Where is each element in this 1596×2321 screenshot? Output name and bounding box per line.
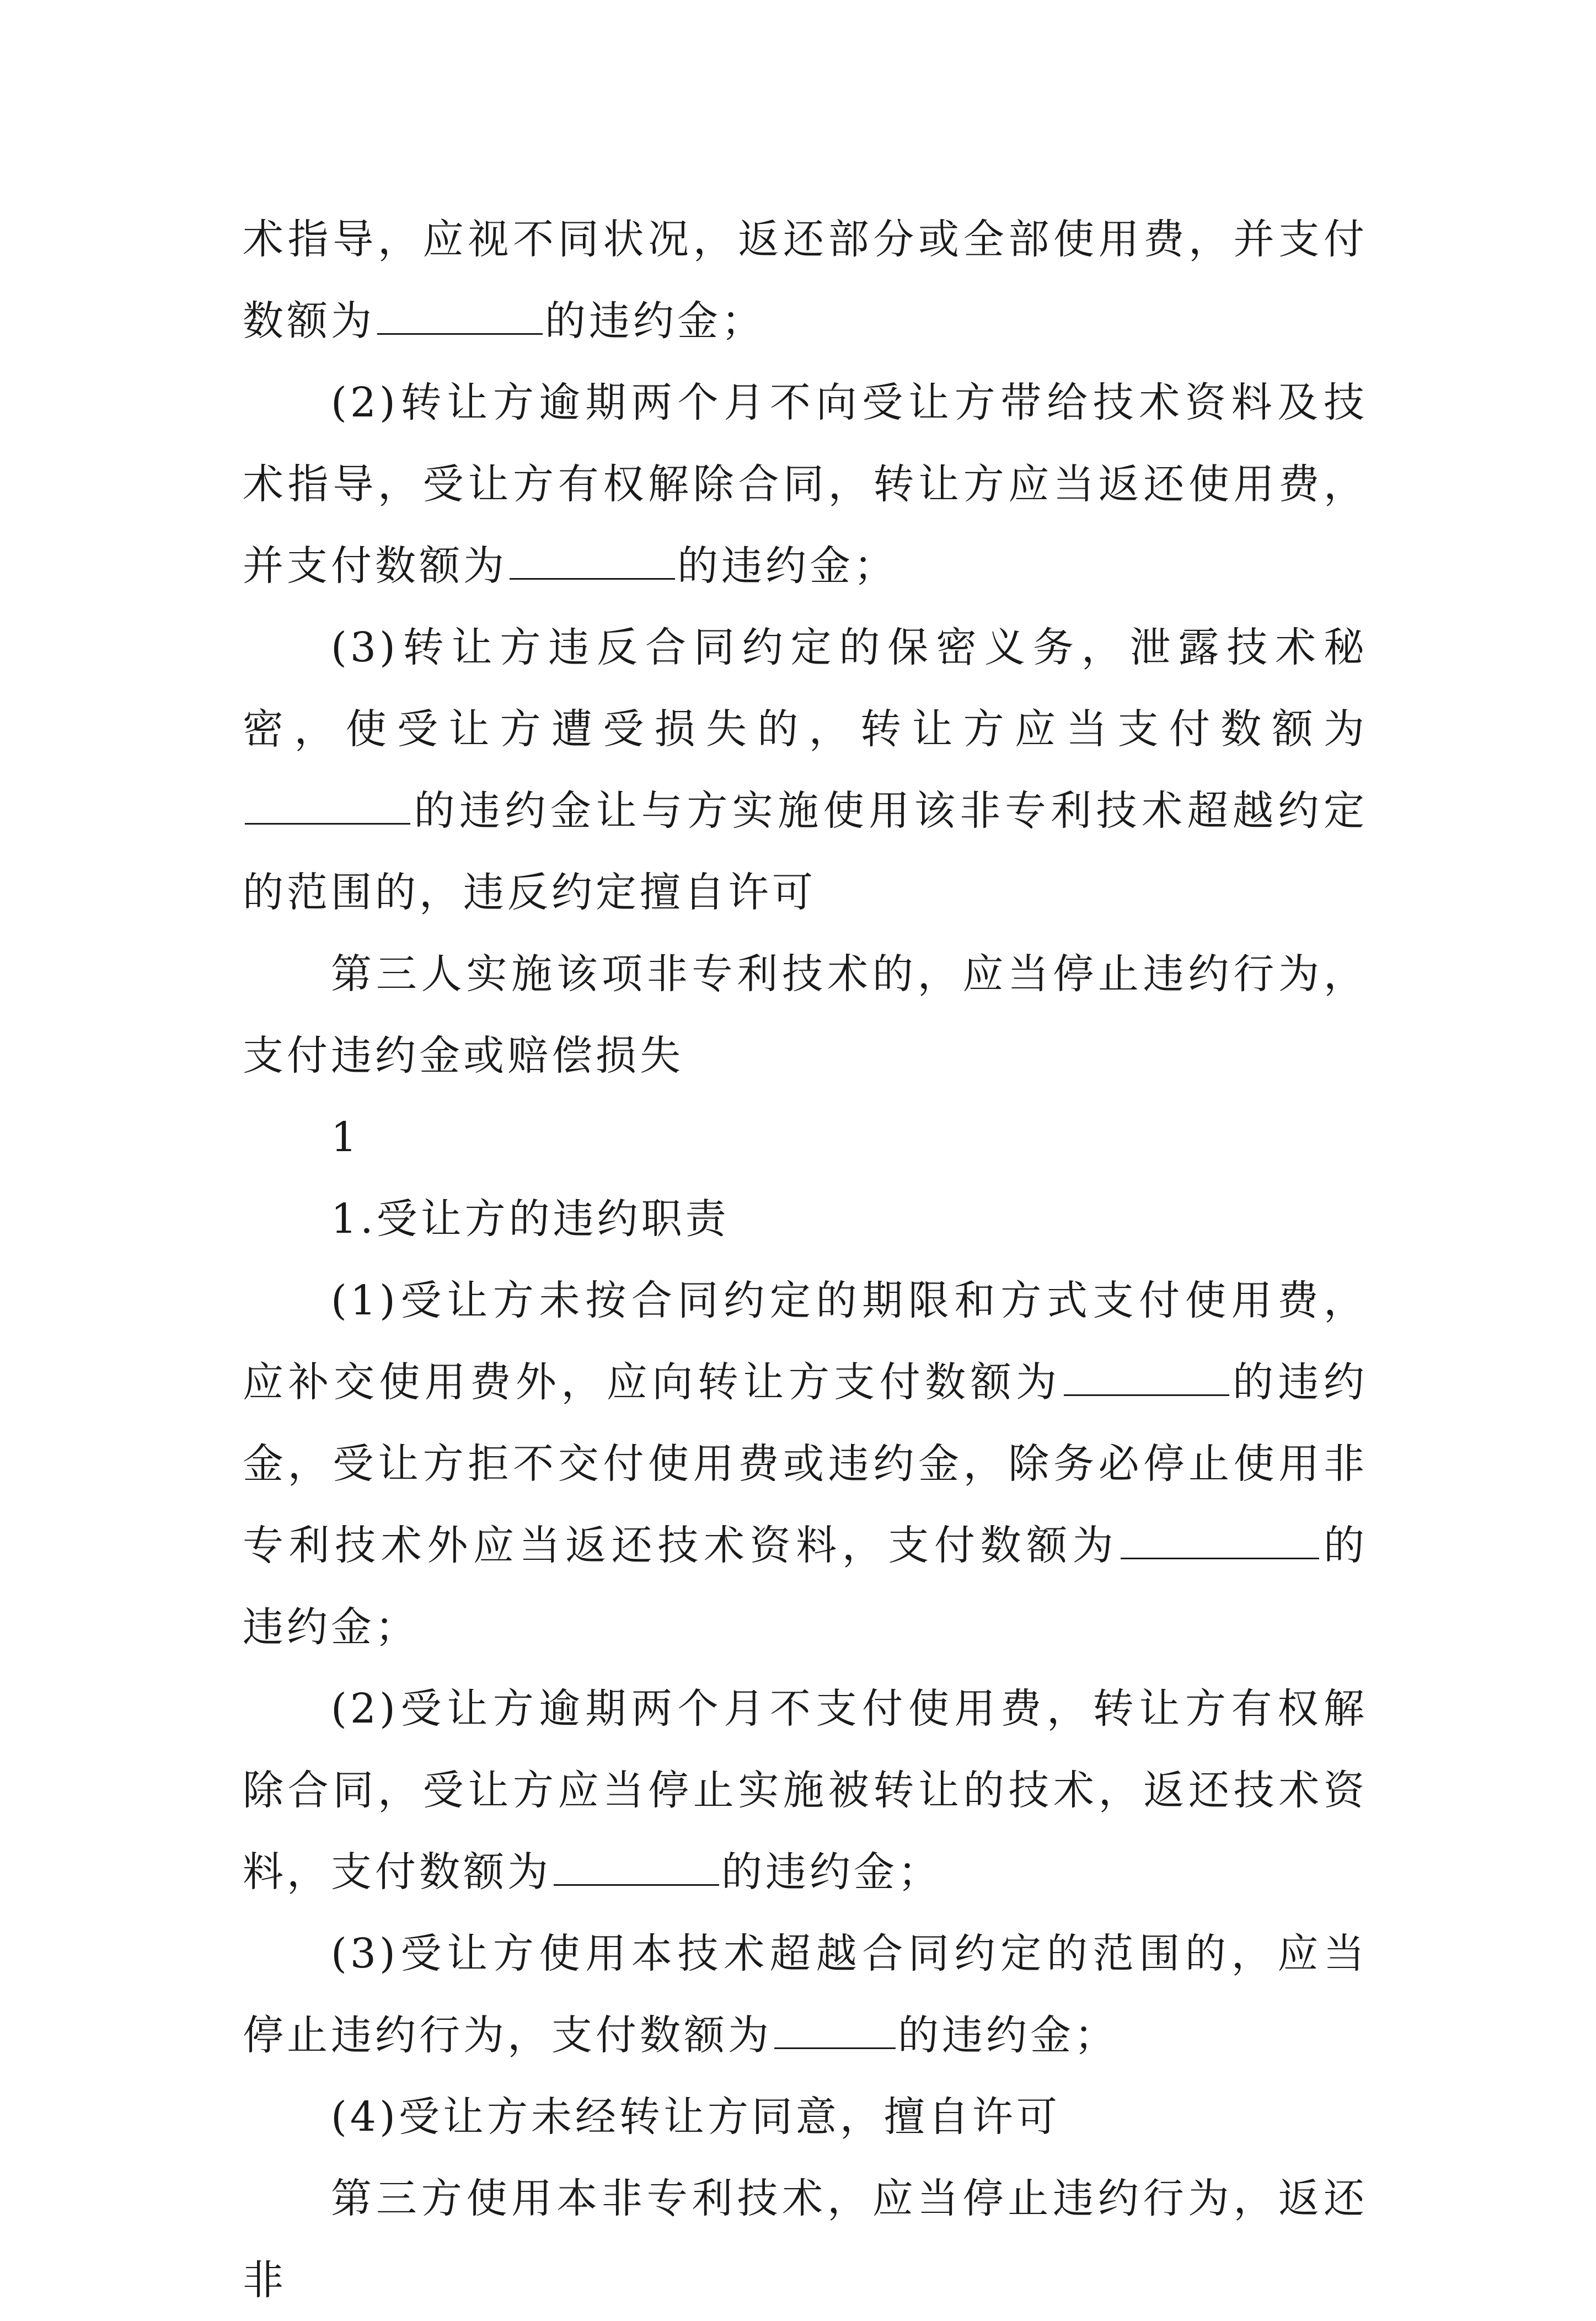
paragraph (243, 199, 1368, 362)
paragraph (243, 1260, 1368, 1668)
paragraph-text: 的违约金，受让方拒不交付使用费或违约金，除务必停止使用非专利技术外应当返还技术资料，支付数额为 (243, 1359, 1368, 1569)
fill-in-blank (1064, 1357, 1229, 1396)
paragraph-text: (1)受让方未按合同约定的期限和方式支付使用费，应补交使用费外，应向转让方支付数额为 (243, 1277, 1368, 1406)
paragraph-text: (3)受让方使用本技术超越合同约定的范围的，应当停止违约行为，支付数额为 (243, 1930, 1368, 2059)
paragraph (243, 1097, 1368, 1178)
fill-in-blank (377, 296, 543, 335)
paragraph (243, 2158, 1368, 2321)
paragraph-text: 的违约金； (545, 297, 765, 345)
paragraph-text: (2)转让方逾期两个月不向受让方带给技术资料及技术指导，受让方有权解除合同，转让方应当返还使用费，并支付数额为 (243, 379, 1368, 590)
fill-in-blank (245, 786, 410, 825)
fill-in-blank (554, 1847, 719, 1886)
paragraph-text: (2)受让方逾期两个月不支付使用费，转让方有权解除合同，受让方应当停止实施被转让的技术，返还技术资料，支付数额为 (243, 1685, 1368, 1896)
paragraph (243, 362, 1368, 607)
paragraph (243, 1913, 1368, 2076)
paragraph (243, 1668, 1368, 1913)
paragraph (243, 1178, 1368, 1260)
fill-in-blank (774, 2010, 896, 2049)
fill-in-blank (510, 541, 675, 580)
paragraph-text: 第三方使用本非专利技术，应当停止违约行为，返还非 (243, 2175, 1368, 2304)
paragraph (243, 2076, 1368, 2158)
paragraph-text: 的违约金； (898, 2012, 1118, 2059)
paragraph-text: (4)受让方未经转让方同意，擅自许可 (331, 2093, 1061, 2141)
paragraph-text: 术指导，应视不同状况，返还部分或全部使用费，并支付数额为 (243, 216, 1368, 345)
paragraph (243, 607, 1368, 933)
paragraph-text: 的违约金； (677, 542, 898, 590)
document-body (243, 199, 1368, 2321)
paragraph (243, 933, 1368, 1097)
paragraph-text: 的违约金； (243, 1522, 1368, 1651)
paragraph-text: 1.受让方的违约职责 (331, 1195, 730, 1243)
paragraph-text: 1 (331, 1114, 361, 1161)
paragraph-text: 的违约金让与方实施使用该非专利技术超越约定的范围的，违反约定擅自许可 (243, 787, 1368, 916)
paragraph-text: 的违约金； (721, 1848, 942, 1896)
paragraph-text: (3)转让方违反合同约定的保密义务，泄露技术秘密，使受让方遭受损失的，转让方应当支付数额为 (243, 624, 1368, 753)
fill-in-blank (1121, 1521, 1319, 1559)
paragraph-text: 第三人实施该项非专利技术的，应当停止违约行为，支付违约金或赔偿损失 (243, 950, 1368, 1079)
